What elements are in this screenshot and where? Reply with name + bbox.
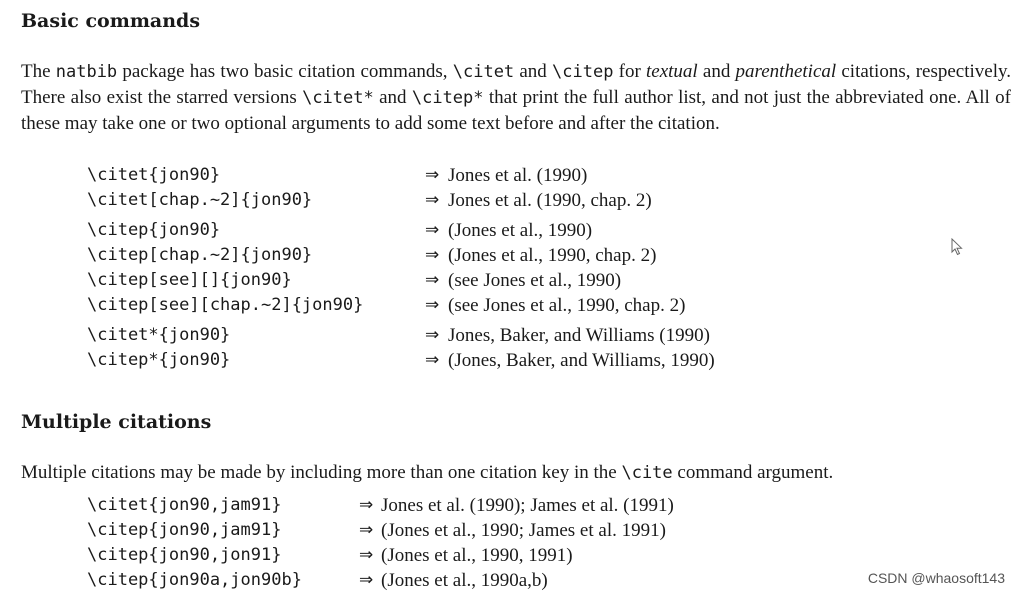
watermark-text: CSDN @whaosoft143 [867,570,1005,586]
code-citet: \citet [452,62,515,82]
example-command: \citep{jon90,jon91} [87,545,282,565]
example-command: \citep[see][chap.~2]{jon90} [87,295,364,315]
example-output: (Jones, Baker, and Williams, 1990) [448,350,715,371]
example-command: \citet{jon90,jam91} [87,495,282,515]
paragraph-multiple-citations: Multiple citations may be made by including more than one citation key in the \cite command argument. [21,462,834,483]
example-command: \citet[chap.~2]{jon90} [87,190,313,210]
code-natbib: natbib [55,62,118,82]
example-output: Jones, Baker, and Williams (1990) [448,325,710,346]
implies-arrow-icon: ⇒ [425,270,440,290]
example-output: (see Jones et al., 1990) [448,270,622,291]
section-heading-multiple-citations: Multiple citations [21,411,212,433]
example-output: (Jones et al., 1990, 1991) [381,545,573,566]
example-output: (Jones et al., 1990, chap. 2) [448,245,657,266]
example-command: \citet{jon90} [87,165,221,185]
code-cite: \cite [621,463,673,483]
example-command: \citet*{jon90} [87,325,231,345]
section-heading-basic-commands: Basic commands [21,10,201,32]
example-command: \citep*{jon90} [87,350,231,370]
implies-arrow-icon: ⇒ [425,350,440,370]
implies-arrow-icon: ⇒ [425,245,440,265]
implies-arrow-icon: ⇒ [359,545,374,565]
example-output: (see Jones et al., 1990, chap. 2) [448,295,686,316]
emphasis-parenthetical: parenthetical [735,61,837,82]
implies-arrow-icon: ⇒ [359,570,374,590]
code-citep: \citep [552,62,614,82]
example-output: (Jones et al., 1990) [448,220,593,241]
code-citet-star: \citet* [302,88,374,108]
example-output: Jones et al. (1990) [448,165,588,186]
implies-arrow-icon: ⇒ [359,495,374,515]
paragraph-basic-commands: The natbib package has two basic citation commands, \citet and \citep for textual and parenthetical citations, respectively. There also exist the starred versions \citet* and \citep* that print the full author list, and not just the abbreviated one. All of these may take one or two optional arguments to add some text before and after the citation. [21,61,1012,134]
implies-arrow-icon: ⇒ [425,190,440,210]
mouse-pointer-icon [951,238,963,256]
example-output: Jones et al. (1990, chap. 2) [448,190,652,211]
example-command: \citep{jon90} [87,220,221,240]
code-citep-star: \citep* [411,88,484,108]
implies-arrow-icon: ⇒ [425,220,440,240]
example-output: (Jones et al., 1990a,b) [381,570,548,591]
emphasis-textual: textual [646,61,698,82]
example-command: \citep[chap.~2]{jon90} [87,245,313,265]
example-command: \citep{jon90a,jon90b} [87,570,302,590]
implies-arrow-icon: ⇒ [425,295,440,315]
implies-arrow-icon: ⇒ [359,520,374,540]
example-command: \citep[see][]{jon90} [87,270,292,290]
implies-arrow-icon: ⇒ [425,165,440,185]
example-command: \citep{jon90,jam91} [87,520,282,540]
example-output: Jones et al. (1990); James et al. (1991) [381,495,674,516]
example-output: (Jones et al., 1990; James et al. 1991) [381,520,666,541]
implies-arrow-icon: ⇒ [425,325,440,345]
